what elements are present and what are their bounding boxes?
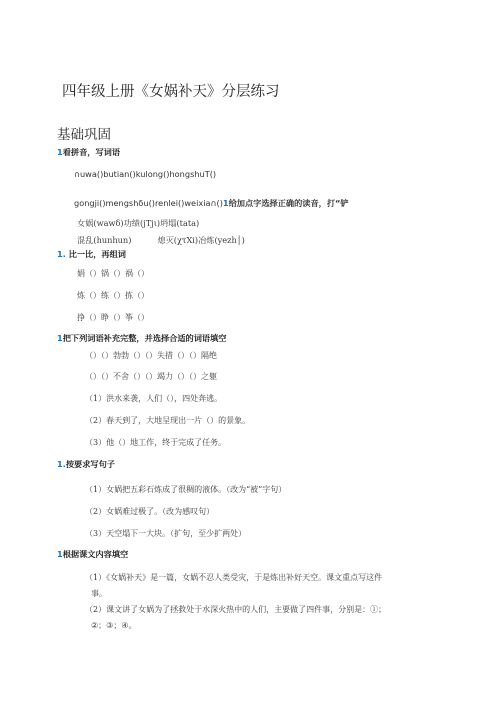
sentence-task-3: （3）天空塌下一大块。（扩句，至少扩两处）: [85, 529, 247, 538]
reading-line-1: 女娲(wawδ)功绩(jTjι)坍塌(tata): [77, 218, 200, 228]
question-number: 1: [57, 333, 63, 343]
sentence-task-1: （1）女娲把五彩石炼成了很稠的液体。（改为“被”字句）: [85, 485, 287, 494]
page-title: 四年级上册《女娲补天》分层练习: [62, 84, 280, 100]
question-3-heading: [57, 333, 226, 344]
question-number: 1: [222, 198, 229, 208]
question-2-heading: [57, 249, 126, 260]
question-5-heading: [57, 549, 128, 560]
reading-text: 熄灭(χτXi)冶炼(yezh│): [157, 235, 245, 245]
question-number: 1: [57, 147, 63, 157]
passage-fill-1-line-1: （1）《女娲补天》是一篇，女娲不忍人类受灾，于是炼出补好天空。课文重点写这件: [85, 573, 383, 582]
idiom-row-1: （）（）勃勃（）（）失措（）（）隔绝: [85, 351, 217, 360]
question-text: 按要求写句子: [65, 459, 115, 469]
compare-row-1: 娟（）锅（）祸（）: [77, 269, 149, 278]
pinyin-text: gongji()mengshδu()renlei()weixia∩(): [74, 198, 223, 208]
compare-row-2: 炼（）练（）拣（）: [77, 291, 149, 300]
fill-sentence-3: （3）他（）地工作，终于完成了任务。: [85, 438, 227, 447]
pinyin-line-2: [74, 198, 349, 209]
question-number: 1.: [57, 459, 66, 469]
sentence-task-2: （2）女娲难过极了。（改为感叹句）: [85, 507, 215, 516]
question-number: 1.: [57, 249, 66, 259]
passage-fill-1-line-2: 事。: [91, 589, 107, 598]
question-4-heading: [57, 459, 115, 470]
pinyin-line-1: ∩uwa()butian()kulong()hongshuT(): [74, 169, 217, 179]
question-text: 给加点字选择正确的读音，打“铲: [228, 198, 349, 208]
question-text: 根据课文内容填空: [62, 549, 129, 559]
fill-sentence-2: （2）春天到了，大地呈现出一片（）的景象。: [85, 416, 251, 425]
reading-text: 混乱(hunhun): [77, 235, 132, 245]
question-text: 看拼音，写词语: [62, 147, 121, 157]
passage-fill-2-line-2: ②；③；④。: [91, 621, 137, 630]
passage-fill-2-line-1: （2）课文讲了女娲为了拯救处于水深火热中的人们，主要做了四件事，分别是：①；: [85, 605, 387, 614]
reading-line-2: [77, 235, 245, 246]
fill-sentence-1: （1）洪水来袭，人们（），四处奔逃。: [85, 394, 223, 403]
question-number: 1: [57, 549, 63, 559]
question-1-heading: [57, 147, 120, 158]
section-heading: 基础巩固: [57, 127, 111, 143]
question-text: 把下列词语补充完整，并选择合适的词语填空: [62, 333, 227, 343]
question-text: 比一比，再组词: [65, 249, 126, 259]
compare-row-3: 挣（）睁（）筝（）: [77, 313, 149, 322]
idiom-row-2: （）（）不舍（）（）竭力（）（）之躯: [85, 372, 217, 381]
